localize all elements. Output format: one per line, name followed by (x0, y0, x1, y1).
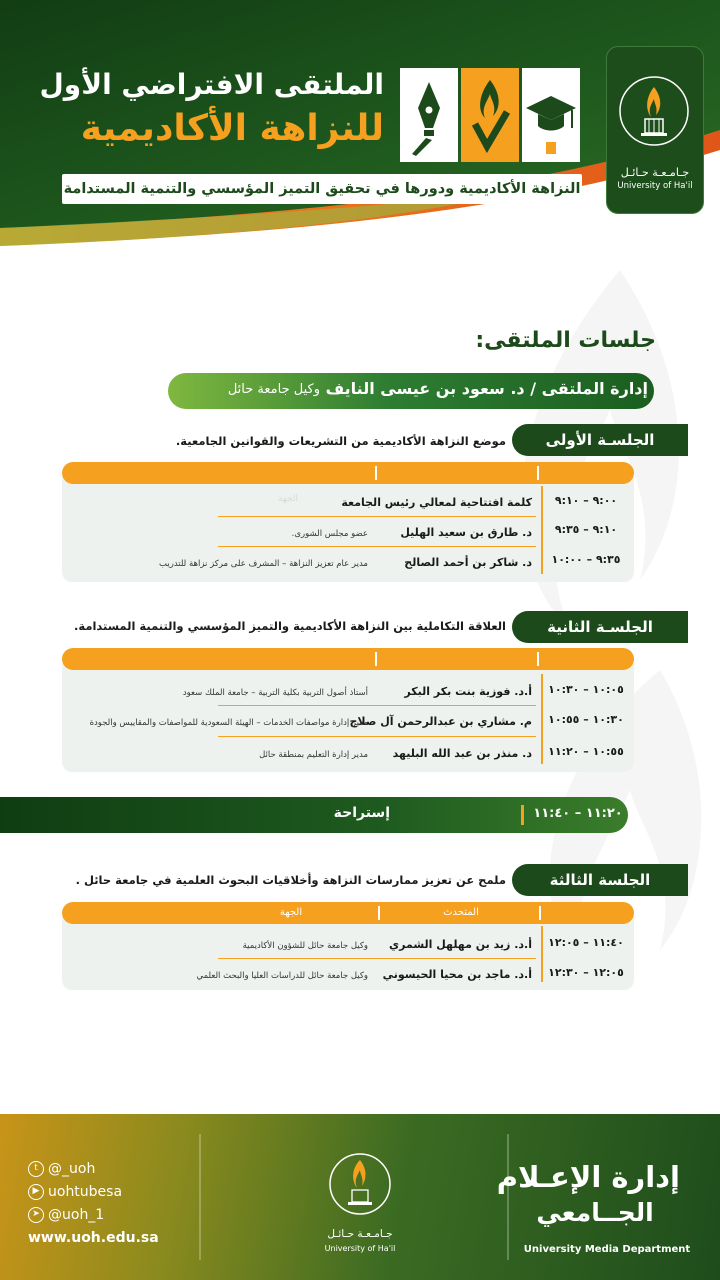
event-title-line1: الملتقى الافتراضي الأول (39, 68, 384, 101)
footer-university-name-en: University of Ha'il (324, 1244, 396, 1253)
session2-row3-org: مدير إدارة التعليم بمنطقة حائل (259, 750, 368, 760)
header-divider (375, 466, 377, 480)
session2-topic: العلاقة التكاملية بين النزاهة الأكاديمية والتميز المؤسسي والتنمية المستدامة. (73, 619, 506, 633)
session3-topic: ملمح عن تعزيز ممارسات النزاهة وأخلاقيات البحوث العلمية في جامعة حائل . (75, 873, 506, 887)
director-name: إدارة الملتقى / د. سعود بن عيسى النايف (325, 379, 648, 398)
session1-row3-org: مدير عام تعزيز النزاهة – المشرف على مركز نزاهة للتدريب (159, 559, 368, 569)
session3-row1-time: ١١:٤٠ – ١٢:٠٥ (548, 936, 624, 949)
session1-title: الجلسـة الأولى (512, 424, 688, 456)
session1-row3-speaker: د. شاكر بن أحمد الصالح (404, 556, 532, 569)
university-name-en: University of Ha'il (617, 181, 693, 191)
session2-row2-speaker: م. مشاري بن عبدالرحمن آل صلاح (349, 715, 532, 728)
session3-header-org: الجهة (279, 907, 303, 918)
row-separator (218, 516, 536, 517)
social-telegram[interactable] (28, 1206, 104, 1224)
session2-row1-speaker: أ.د. فوزية بنت بكر البكر (404, 685, 532, 698)
social-youtube[interactable] (28, 1183, 122, 1201)
session1-row1-speaker: كلمة افتتاحية لمعالي رئيس الجامعة (341, 496, 532, 509)
graduation-cap-icon (522, 68, 580, 162)
row-separator (218, 958, 536, 959)
telegram-handle: @uoh_1 (48, 1207, 105, 1223)
flame-check-icon (461, 68, 519, 162)
session2-row2-time: ١٠:٣٠ – ١٠:٥٥ (548, 713, 624, 726)
university-emblem-icon (605, 47, 703, 167)
break-divider (521, 805, 524, 825)
social-twitter[interactable] (28, 1160, 95, 1178)
time-column-line (541, 674, 543, 764)
department-name-ar-line2: الجــامعي (536, 1198, 654, 1227)
session2-row3-time: ١٠:٥٥ – ١١:٢٠ (548, 745, 624, 758)
pen-icon (400, 68, 458, 162)
session3-row1-org: وكيل جامعة حائل للشؤون الأكاديمية (242, 941, 368, 951)
twitter-handle: @_uoh (48, 1161, 96, 1177)
director-role: وكيل جامعة حائل (227, 382, 320, 397)
session3-header-speaker: المتحدث (443, 907, 479, 918)
break-time: ١١:٢٠ – ١١:٤٠ (533, 806, 623, 821)
row-separator (218, 705, 536, 706)
session1-ghost-org-label: الجهة (278, 494, 299, 504)
department-name-ar-line1: إدارة الإعـلام (496, 1160, 680, 1194)
session1-row2-speaker: د. طارق بن سعيد الهليل (400, 526, 532, 539)
session1-header-bar (62, 462, 634, 484)
header-divider (375, 652, 377, 666)
footer-university-name-ar: جـامـعـة حـائـل (327, 1228, 393, 1240)
session1-row3-time: ٩:٣٥ – ١٠:٠٠ (551, 553, 621, 566)
row-separator (218, 736, 536, 737)
graduation-tile (522, 68, 580, 162)
event-subtitle: النزاهة الأكاديمية ودورها في تحقيق التميز المؤسسي والتنمية المستدامة (62, 174, 582, 204)
session1-row2-time: ٩:١٠ – ٩:٣٥ (554, 523, 618, 536)
university-name-ar: جـامـعـة حـائـل (620, 166, 690, 179)
header-divider (378, 906, 380, 920)
session3-header-bar (62, 902, 634, 924)
time-column-line (541, 486, 543, 574)
header-divider (539, 906, 541, 920)
website-link[interactable]: www.uoh.edu.sa (28, 1230, 159, 1246)
session2-row1-org: أستاذ أصول التربية بكلية التربية – جامعة الملك سعود (182, 688, 368, 698)
flame-check-tile (461, 68, 519, 162)
session1-topic: موضع النزاهة الأكاديمية من التشريعات والقوانين الجامعية. (175, 434, 506, 448)
youtube-handle: uohtubesa (48, 1184, 123, 1200)
session3-row2-speaker: أ.د. ماجد بن محيا الحيسوني (382, 968, 532, 981)
department-name-en: University Media Department (523, 1244, 691, 1255)
session3-row2-org: وكيل جامعة حائل للدراسات العليا والبحث العلمي (196, 971, 368, 981)
session3-row1-speaker: أ.د. زيد بن مهلهل الشمري (389, 938, 532, 951)
session2-title: الجلسـة الثانية (512, 611, 688, 643)
row-separator (218, 546, 536, 547)
session1-row1-time: ٩:٠٠ – ٩:١٠ (554, 494, 618, 507)
telegram-icon: ➤ (28, 1207, 44, 1223)
pen-tile (400, 68, 458, 162)
session1-row2-org: عضو مجلس الشورى. (291, 529, 368, 539)
session2-row2-org: مدير إدارة مواصفات الخدمات – الهيئة السعودية للمواصفات والمقاييس والجودة (89, 718, 368, 728)
header-divider (537, 466, 539, 480)
session2-row3-speaker: د. منذر بن عبد الله البليهد (392, 747, 532, 760)
sessions-title: جلسات الملتقى: (475, 328, 656, 353)
event-title-line2: للنزاهة الأكاديمية (80, 108, 384, 149)
session3-row2-time: ١٢:٠٥ – ١٢:٣٠ (548, 966, 624, 979)
youtube-icon: ▶ (28, 1184, 44, 1200)
break-label: إستراحة (333, 805, 390, 821)
twitter-icon: t (28, 1161, 44, 1177)
session3-title: الجلسة الثالثة (512, 864, 688, 896)
session2-header-bar (62, 648, 634, 670)
time-column-line (541, 926, 543, 982)
header-divider (537, 652, 539, 666)
session2-row1-time: ١٠:٠٥ – ١٠:٣٠ (548, 683, 624, 696)
header-banner (0, 0, 720, 262)
